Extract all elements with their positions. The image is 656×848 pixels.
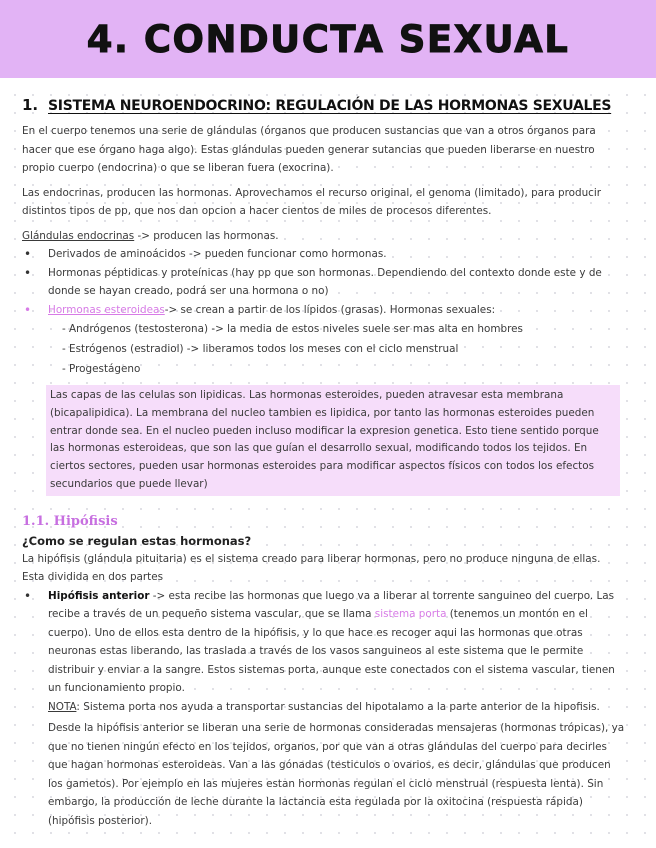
- list-item-text: -> esta recibe las hormonas que luego va a liberar al torrente sanguineo del cuerpo. Las recibe a través de un pequeño sistema vascular, que se llama: [48, 589, 615, 621]
- list-item-text: -> se crean a partir de los lípidos (grasas). Hormonas sexuales:: [164, 303, 496, 316]
- hormone-list: [22, 245, 626, 319]
- sub-item: - Progestágeno: [62, 363, 141, 375]
- note-text: : Sistema porta nos ayuda a transportar sustancias del hipotalamo a la parte anterior de la hipofisis.: [76, 700, 600, 713]
- list-item: • Derivados de aminoácidos -> pueden funcionar como hormonas.: [22, 245, 626, 264]
- section-number: 1.: [22, 96, 39, 114]
- question-line: ¿Como se regulan estas hormonas?: [22, 533, 252, 548]
- paragraph-intro: La hipófisis (glándula pituitaria) es el sistema creado para liberar hormonas, pero no produce ninguna de ellas. Esta dividida en dos partes: [22, 552, 601, 584]
- glands-rest: -> producen las hormonas.: [134, 229, 279, 242]
- subsection-title: 1.1. Hipófisis: [22, 513, 118, 529]
- list-item: [22, 587, 626, 698]
- title-banner: [0, 0, 656, 78]
- section-title: SISTEMA NEUROENDOCRINO: REGULACIÓN DE LAS HORMONAS SEXUALES: [48, 98, 612, 114]
- hipofisis-list: [22, 587, 626, 698]
- paragraph-endocrine: Las endocrinas, producen las hormonas. Aprovechamos el recurso original, el genoma (limitado), para producir distintos tipos de pp, que nos dan opcion a hacer cientos de miles de procesos diferentes.: [22, 186, 602, 217]
- list-item: • Hormonas péptidicas y proteínicas (hay pp que son hormonas. Dependiendo del contexto donde este y de donde se hayan creado, podrá ser una hormona o no): [22, 264, 626, 301]
- paragraph-glands: En el cuerpo tenemos una serie de glándulas (órganos que producen sustancias que van a otros órganos para hacer que ese órgano haga algo). Estas glándulas pueden generar sutancias que pueden liberarse en nuestro propio cuerpo (endocrina) o que se liberan fuera (exocrina).: [22, 125, 596, 174]
- page-title: 4. CONDUCTA SEXUAL: [86, 17, 570, 61]
- glands-label: Glándulas endocrinas: [22, 229, 135, 242]
- highlight-term: Hormonas esteroideas: [48, 303, 165, 316]
- highlight-box: Las capas de las celulas son lipidicas. Las hormonas esteroides, pueden atravesar esta membrana (bicapalipidica). La membrana del nucleo tambien es lipidica, por tanto las hormonas esteroides pueden entrar donde sea. En el nucleo pueden incluso modificar la expresion genetica. Esto tiene sentido porque las hormonas esteroideas, que son las que guían el desarrollo sexual, modificando todos los tejidos. En ciertos sectores, pueden usar hormonas esteroides para modificar aspectos físicos con todos los efectos secundarios que puede llevar): [46, 385, 620, 496]
- paragraph-final: Desde la hipófisis anterior se liberan una serie de hormonas consideradas mensajeras (hormonas trópicas), ya que no tienen ningún efecto en los tejidos, organos, por que van a otras glándulas del cuerpo para decirles que hagan hormonas esteroideas. Van a las gónadas (testiculos o ovarios, es decir, glándulas que producen los gametos). Por ejemplo en las mujeres estan hormonas regulan el ciclo menstrual (respuesta lenta). Sin embargo, la producción de leche durante la lactancia esta regulada por la oxitocina (respuesta rápida) (hipófisis posterior).: [48, 722, 625, 827]
- note-line: [22, 698, 626, 717]
- sub-item: - Estrógenos (estradiol) -> liberamos todos los meses con el ciclo menstrual: [62, 343, 459, 355]
- document-body: [22, 96, 626, 830]
- list-item-text: (tenemos un montón en el cuerpo). Uno de ellos esta dentro de la hipófisis, y lo que hace es recoger aqui las hormonas que otras neuronas estas liberando, las traslada a través de los vasos sanguineos al este sistema que le permite distribuir y enviar a la sangre. Estos sistemas porta, aunque este conectados con el sistema vascular, tienen un funcionamiento propio.: [48, 608, 615, 695]
- list-item: [22, 301, 626, 320]
- highlight-term: sistema porta: [374, 608, 447, 621]
- sub-item: - Andrógenos (testosterona) -> la media de estos niveles suele ser mas alta en hombres: [62, 323, 523, 335]
- term-label: Hipófisis anterior: [48, 589, 150, 602]
- section-heading: [22, 96, 626, 114]
- note-label: NOTA: [48, 700, 77, 713]
- glands-line: [22, 227, 626, 246]
